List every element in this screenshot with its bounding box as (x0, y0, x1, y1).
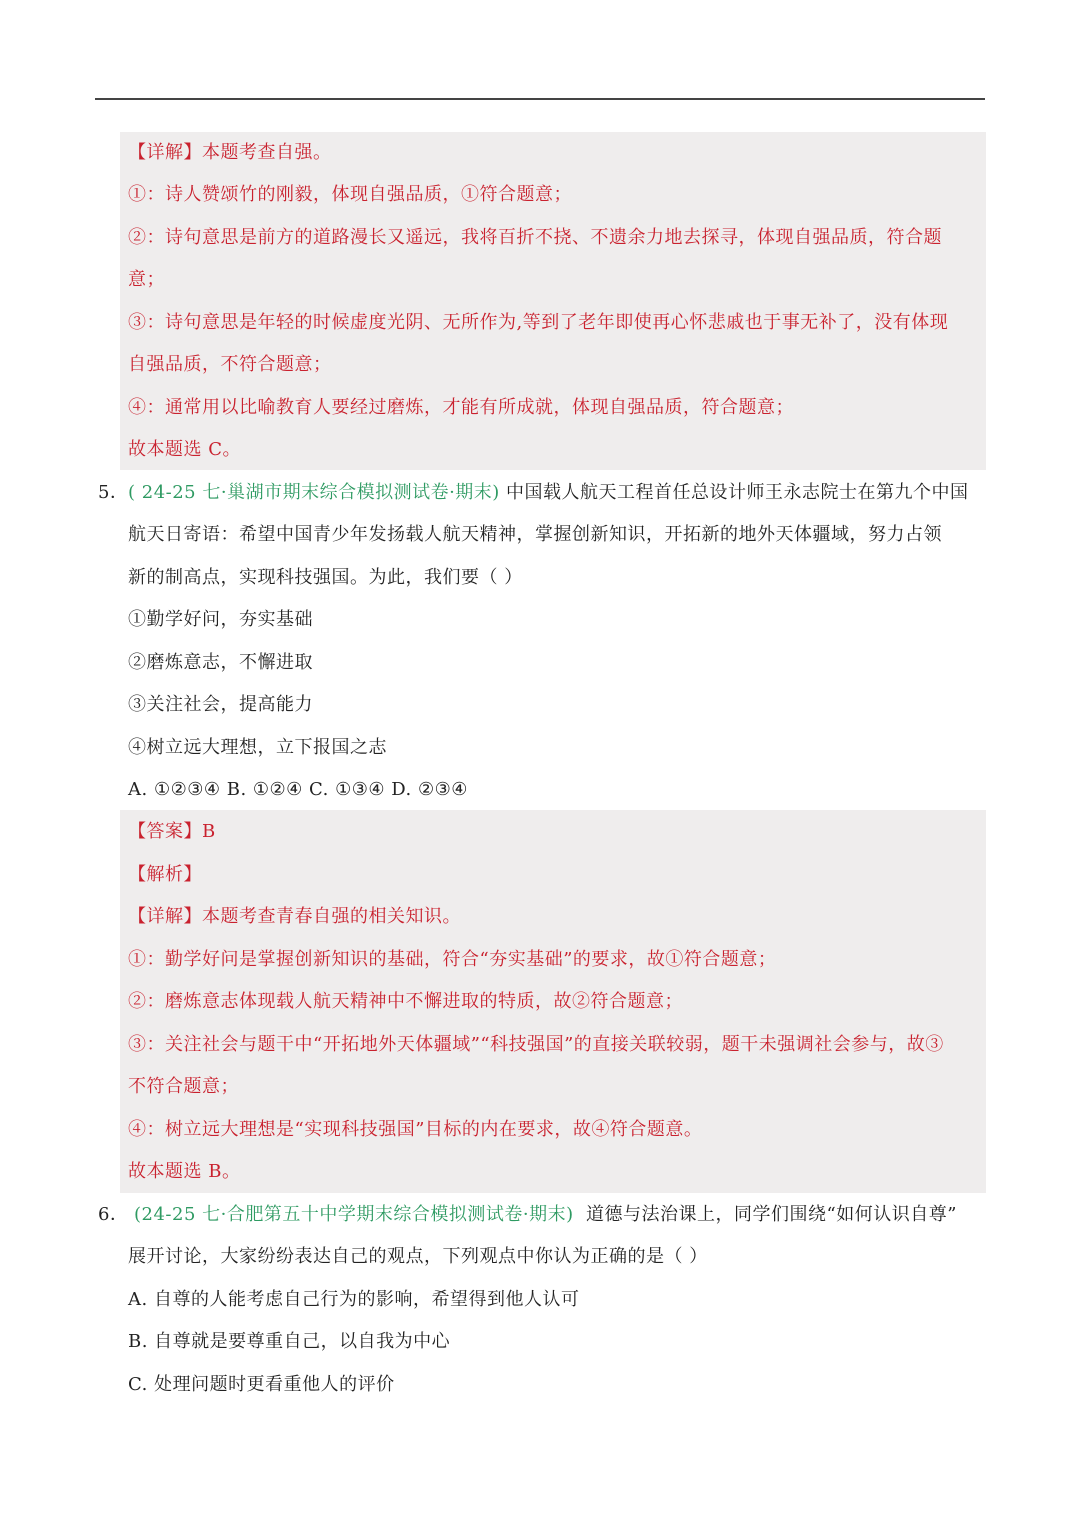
question-stem-6: 道德与法治课上，同学们围绕“如何认识自尊” (586, 1204, 957, 1225)
explanation-item: ②：诗句意思是前方的道路漫长又遥远，我将百折不挠、不遗余力地去探寻，体现自强品质，符合题 (128, 227, 942, 248)
explanation-item: ②：磨炼意志体现载人航天精神中不懈进取的特质，故②符合题意； (128, 991, 683, 1012)
answer-label-2: 【答案】B (128, 821, 216, 842)
question-source-5: ( 24-25 七·巢湖市期末综合模拟测试卷·期末) (128, 482, 500, 503)
explanation-item: ③：诗句意思是年轻的时候虚度光阴、无所作为,等到了老年即使再心怀悲戚也于事无补了，没有体现 (128, 312, 949, 333)
detail-heading-1: 【详解】本题考查自强。 (128, 142, 332, 163)
explanation-item: 自强品质，不符合题意； (128, 354, 332, 375)
question-stem-5: 新的制高点，实现科技强国。为此，我们要（ ） (128, 567, 523, 588)
explanation-item: ③：关注社会与题干中“开拓地外天体疆域”“科技强国”的直接关联较弱，题干未强调社会参与，故③ (128, 1034, 944, 1055)
explanation-item: 不符合题意； (128, 1076, 239, 1097)
answer-option: A. 自尊的人能考虑自己行为的影响，希望得到他人认可 (128, 1289, 580, 1310)
statement-item: ②磨炼意志，不懈进取 (128, 652, 313, 673)
conclusion-1: 故本题选 C。 (128, 439, 241, 460)
answer-option: B. 自尊就是要尊重自己，以自我为中心 (128, 1331, 451, 1352)
statement-item: ①勤学好问，夯实基础 (128, 609, 313, 630)
question-stem-5: 航天日寄语：希望中国青少年发扬载人航天精神，掌握创新知识，开拓新的地外天体疆域，努力占领 (128, 524, 942, 545)
conclusion-2: 故本题选 B。 (128, 1161, 241, 1182)
explanation-item: ①：诗人赞颂竹的刚毅，体现自强品质，①符合题意； (128, 184, 572, 205)
analysis-label-2: 【解析】 (128, 864, 202, 885)
explanation-item: 意； (128, 269, 165, 290)
statement-item: ③关注社会，提高能力 (128, 694, 313, 715)
detail-heading-2: 【详解】本题考查青春自强的相关知识。 (128, 906, 461, 927)
header-rule (95, 98, 985, 100)
question-source-6: (24-25 七·合肥第五十中学期末综合模拟测试卷·期末) (134, 1204, 574, 1225)
question-number-6: 6． (98, 1204, 129, 1225)
explanation-item: ①：勤学好问是掌握创新知识的基础，符合“夯实基础”的要求，故①符合题意； (128, 949, 777, 970)
statement-item: ④树立远大理想，立下报国之志 (128, 737, 387, 758)
explanation-item: ④：通常用以比喻教育人要经过磨炼，才能有所成就，体现自强品质，符合题意； (128, 397, 794, 418)
answer-option: C. 处理问题时更看重他人的评价 (128, 1374, 395, 1395)
question-stem-5: 中国载人航天工程首任总设计师王永志院士在第九个中国 (506, 482, 969, 503)
question-number-5: 5． (98, 482, 129, 503)
question-stem-6: 展开讨论，大家纷纷表达自己的观点，下列观点中你认为正确的是（ ） (128, 1246, 708, 1267)
explanation-item: ④：树立远大理想是“实现科技强国”目标的内在要求，故④符合题意。 (128, 1119, 703, 1140)
answer-options-5: A. ①②③④ B. ①②④ C. ①③④ D. ②③④ (128, 779, 468, 800)
